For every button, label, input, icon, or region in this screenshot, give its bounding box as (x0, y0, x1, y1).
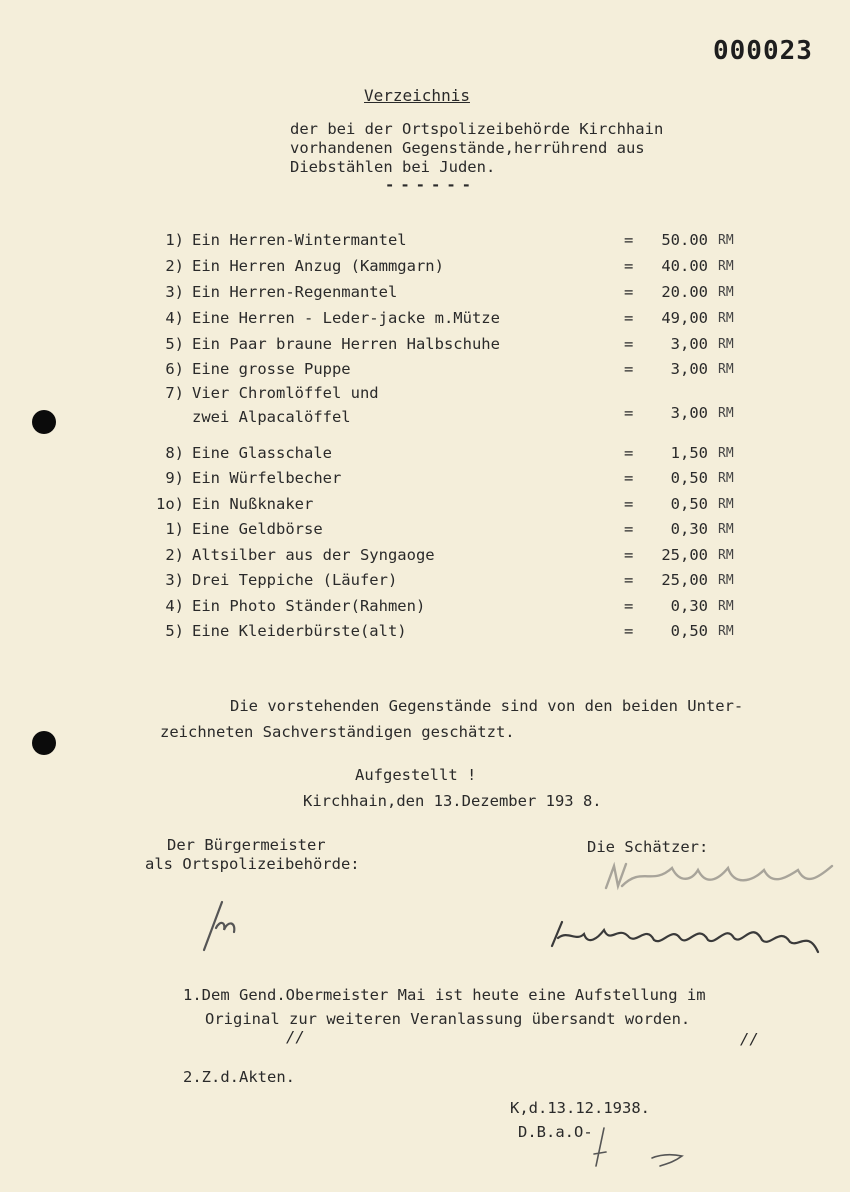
item-value: 25,00 (661, 571, 708, 589)
item-currency: RM (718, 624, 734, 639)
signature-appraiser-2 (548, 912, 824, 958)
akten-note: 2.Z.d.Akten. (183, 1068, 295, 1086)
list-item (0, 335, 850, 359)
initials-mark (590, 1120, 700, 1170)
item-description: Eine Glasschale (192, 444, 332, 462)
paragraph-line: zeichneten Sachverständigen geschätzt. (160, 723, 515, 741)
item-description: Eine grosse Puppe (192, 360, 351, 378)
item-number: 3) (165, 571, 184, 589)
aufgestellt-label: Aufgestellt ! (355, 766, 477, 784)
equals-sign: = (624, 622, 634, 640)
document-title: Verzeichnis (364, 86, 470, 105)
valuation-statement (160, 693, 743, 745)
item-value: 0,30 (670, 597, 708, 615)
issued-block (303, 762, 602, 814)
item-number: 7) (165, 384, 184, 402)
item-description: Altsilber aus der Syngaoge (192, 546, 435, 564)
list-item (0, 469, 850, 493)
item-value: 3,00 (670, 360, 708, 378)
item-number: 8) (165, 444, 184, 462)
item-value: 49,00 (661, 309, 708, 327)
footer-code: D.B.a.O- (518, 1123, 593, 1141)
item-description: Ein Herren-Wintermantel (192, 231, 407, 249)
item-currency: RM (718, 362, 734, 377)
item-value: 3,00 (670, 335, 708, 353)
place-date: Kirchhain,den 13.Dezember 193 8. (303, 792, 602, 810)
equals-sign: = (624, 495, 634, 513)
equals-sign: = (624, 571, 634, 589)
ditto-mark-left: // (286, 1028, 305, 1046)
punch-hole-bottom (32, 731, 56, 755)
item-number: 2) (165, 257, 184, 275)
document-number: 000023 (713, 36, 813, 66)
equals-sign: = (624, 404, 634, 422)
item-currency: RM (718, 311, 734, 326)
list-item (0, 571, 850, 595)
list-item (0, 309, 850, 333)
item-currency: RM (718, 285, 734, 300)
signature-appraiser-1 (602, 856, 838, 896)
list-item (0, 257, 850, 281)
item-description: Ein Herren Anzug (Kammgarn) (192, 257, 444, 275)
equals-sign: = (624, 520, 634, 538)
item-number: 6) (165, 360, 184, 378)
item-currency: RM (718, 497, 734, 512)
item-description: Eine Geldbörse (192, 520, 323, 538)
note-line: Original zur weiteren Veranlassung übersandt worden. (205, 1010, 691, 1028)
note-line: 1.Dem Gend.Obermeister Mai ist heute eine Aufstellung im (183, 986, 706, 1004)
item-description: Ein Würfelbecher (192, 469, 342, 487)
document-subtitle (290, 120, 663, 177)
item-currency: RM (718, 233, 734, 248)
item-value: 1,50 (670, 444, 708, 462)
note-block (183, 983, 706, 1031)
item-value: 0,50 (670, 495, 708, 513)
item-value: 50.00 (661, 231, 708, 249)
item-description: Ein Photo Ständer(Rahmen) (192, 597, 426, 615)
signatory-line: Der Bürgermeister (167, 836, 326, 854)
equals-sign: = (624, 309, 634, 327)
list-item (0, 444, 850, 468)
item-number: 9) (165, 469, 184, 487)
item-value: 0,50 (670, 622, 708, 640)
item-number: 1) (165, 231, 184, 249)
item-currency: RM (718, 406, 734, 421)
item-currency: RM (718, 522, 734, 537)
item-description-line2: zwei Alpacalöffel (192, 408, 351, 426)
equals-sign: = (624, 257, 634, 275)
item-description: Ein Nußknaker (192, 495, 314, 513)
item-number: 3) (165, 283, 184, 301)
equals-sign: = (624, 546, 634, 564)
item-currency: RM (718, 573, 734, 588)
item-number: 4) (165, 597, 184, 615)
item-value: 0,50 (670, 469, 708, 487)
item-number: 1o) (156, 495, 184, 513)
item-description: Ein Herren-Regenmantel (192, 283, 398, 301)
list-item (0, 622, 850, 646)
item-currency: RM (718, 337, 734, 352)
signatory-appraisers: Die Schätzer: (587, 838, 709, 856)
signatory-mayor (145, 836, 360, 874)
item-number: 2) (165, 546, 184, 564)
item-currency: RM (718, 446, 734, 461)
signature-mayor (200, 898, 260, 958)
list-item (0, 546, 850, 570)
item-value: 40.00 (661, 257, 708, 275)
item-number: 5) (165, 622, 184, 640)
item-description: Eine Herren - Leder-jacke m.Mütze (192, 309, 500, 327)
paragraph-line: Die vorstehenden Gegenstände sind von den beiden Unter- (230, 697, 744, 715)
item-currency: RM (718, 259, 734, 274)
signatory-line: als Ortspolizeibehörde: (145, 855, 360, 873)
list-item (0, 360, 850, 384)
footer-date: K,d.13.12.1938. (510, 1099, 650, 1117)
item-number: 5) (165, 335, 184, 353)
item-value: 20.00 (661, 283, 708, 301)
equals-sign: = (624, 597, 634, 615)
list-item (0, 283, 850, 307)
item-value: 0,30 (670, 520, 708, 538)
item-number: 1) (165, 520, 184, 538)
item-description: Vier Chromlöffel und (192, 384, 379, 402)
separator: ------ (385, 176, 477, 194)
equals-sign: = (624, 469, 634, 487)
item-value: 3,00 (670, 404, 708, 422)
equals-sign: = (624, 444, 634, 462)
item-currency: RM (718, 548, 734, 563)
equals-sign: = (624, 231, 634, 249)
item-currency: RM (718, 471, 734, 486)
item-value: 25,00 (661, 546, 708, 564)
list-item (0, 495, 850, 519)
equals-sign: = (624, 335, 634, 353)
list-item (0, 231, 850, 255)
item-number: 4) (165, 309, 184, 327)
subtitle-line: vorhandenen Gegenstände,herrührend aus (290, 139, 645, 157)
equals-sign: = (624, 283, 634, 301)
item-description: Ein Paar braune Herren Halbschuhe (192, 335, 500, 353)
subtitle-line: der bei der Ortspolizeibehörde Kirchhain (290, 120, 664, 138)
list-item (0, 384, 850, 434)
ditto-mark-right: // (740, 1030, 759, 1048)
item-description: Drei Teppiche (Läufer) (192, 571, 398, 589)
equals-sign: = (624, 360, 634, 378)
item-currency: RM (718, 599, 734, 614)
item-description: Eine Kleiderbürste(alt) (192, 622, 407, 640)
list-item (0, 520, 850, 544)
list-item (0, 597, 850, 621)
subtitle-line: Diebstählen bei Juden. (290, 158, 496, 176)
